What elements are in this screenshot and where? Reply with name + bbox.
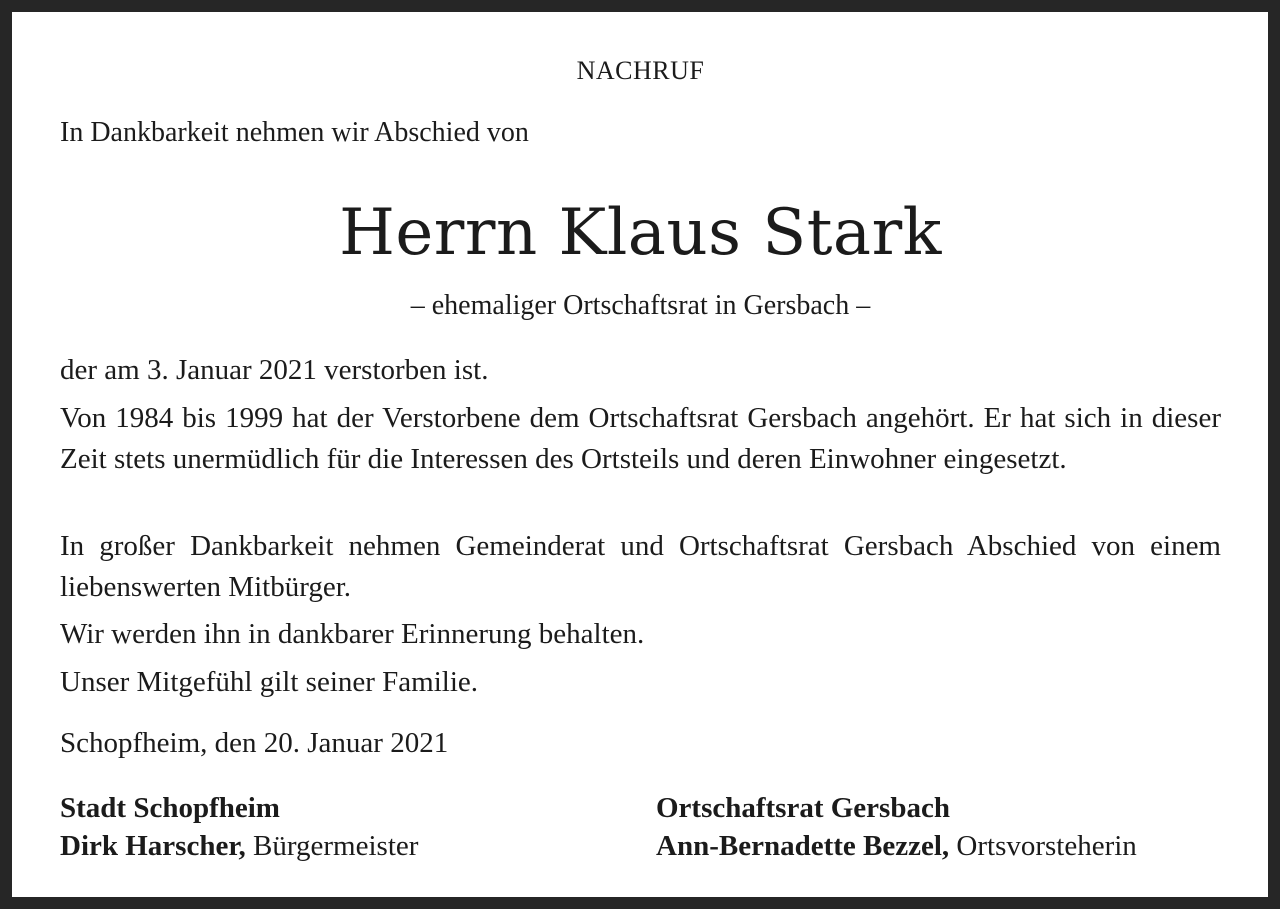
signature-left-title: Bürgermeister — [245, 830, 419, 862]
deceased-name: Herrn Klaus Stark — [339, 196, 942, 270]
notice-heading: NACHRUF — [576, 56, 705, 85]
signature-left-person — [60, 830, 418, 863]
signature-left-name: Dirk Harscher, — [60, 830, 246, 862]
signature-right-title: Ortsvorsteherin — [949, 830, 1137, 862]
signature-right-organization: Ortschaftsrat Gersbach — [656, 792, 950, 824]
place-and-date: Schopfheim, den 20. Januar 2021 — [60, 727, 449, 759]
signature-left-organization: Stadt Schopfheim — [60, 792, 280, 824]
signature-right-person — [656, 830, 1137, 863]
deceased-role: – ehemaliger Ortschaftsrat in Gersbach – — [410, 290, 871, 321]
paragraph-remembrance: Wir werden ihn in dankbarer Erinnerung behalten. — [60, 618, 645, 650]
intro-line: In Dankbarkeit nehmen wir Abschied von — [60, 117, 529, 148]
signature-right-name: Ann-Bernadette Bezzel, — [656, 830, 950, 862]
paragraph-death-date: der am 3. Januar 2021 verstorben ist. — [60, 354, 489, 386]
paragraph-farewell: In großer Dankbarkeit nehmen Gemeinderat und Ortschaftsrat Gersbach Abschied von einem liebenswerten Mitbürger. — [60, 530, 1221, 603]
paragraph-condolence: Unser Mitgefühl gilt seiner Familie. — [60, 666, 479, 698]
paragraph-service: Von 1984 bis 1999 hat der Verstorbene dem Ortschaftsrat Gersbach angehört. Er hat sich in dieser Zeit stets unermüdlich für die Interessen des Ortsteils und deren Einwohner eingesetzt. — [60, 402, 1221, 475]
